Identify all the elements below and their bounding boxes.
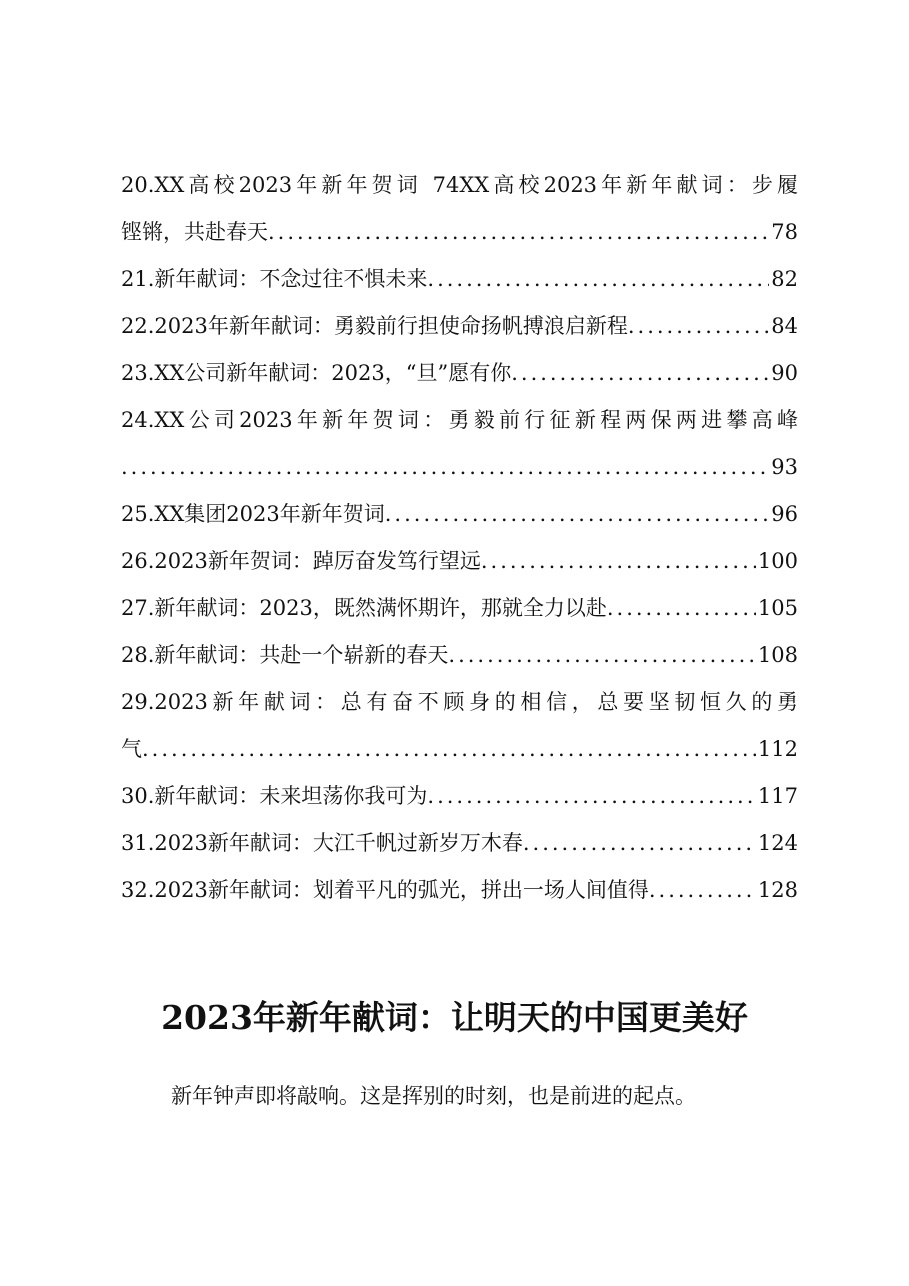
toc-title: 2023新年献词：总有奋不顾身的相信，总要坚韧恒久的勇 bbox=[154, 690, 798, 714]
dot-leader bbox=[121, 444, 769, 491]
toc-number: 22. bbox=[121, 314, 155, 338]
toc-number: 32. bbox=[121, 878, 155, 902]
toc-title: XX集团2023年新年贺词 bbox=[154, 502, 385, 526]
dot-leader bbox=[523, 820, 756, 867]
toc-entry-26[interactable] bbox=[121, 538, 798, 585]
dot-leader bbox=[142, 726, 756, 773]
dot-leader bbox=[481, 538, 756, 585]
toc-number: 27. bbox=[121, 596, 155, 620]
toc-number: 28. bbox=[121, 643, 155, 667]
toc-title: 新年献词：共赴一个崭新的春天 bbox=[154, 643, 449, 667]
toc-page-number: 108 bbox=[757, 643, 798, 667]
toc-entry-23[interactable] bbox=[121, 350, 798, 397]
toc-title: 2023新年献词：大江千帆过新岁万木春 bbox=[154, 831, 523, 855]
toc-number: 30. bbox=[121, 784, 155, 808]
table-of-contents bbox=[121, 162, 798, 914]
toc-number: 24. bbox=[121, 408, 155, 432]
toc-page-number: 93 bbox=[771, 455, 798, 479]
toc-page-number: 128 bbox=[757, 878, 798, 902]
toc-page-number: 78 bbox=[771, 220, 798, 244]
toc-entry-32[interactable] bbox=[121, 867, 798, 914]
toc-page-number: 124 bbox=[757, 831, 798, 855]
toc-number: 31. bbox=[121, 831, 155, 855]
toc-page-number: 84 bbox=[771, 314, 798, 338]
toc-title: 2023新年贺词：踔厉奋发笃行望远 bbox=[154, 549, 481, 573]
toc-number: 29. bbox=[121, 690, 155, 714]
toc-number: 21. bbox=[121, 267, 155, 291]
dot-leader bbox=[649, 867, 756, 914]
dot-leader bbox=[511, 350, 769, 397]
article-paragraph: 新年钟声即将敲响。这是挥别的时刻，也是前进的起点。 bbox=[171, 1084, 696, 1108]
toc-entry-25[interactable] bbox=[121, 491, 798, 538]
toc-entry-24-cont[interactable] bbox=[121, 444, 798, 491]
dot-leader bbox=[628, 303, 769, 350]
toc-page-number: 105 bbox=[757, 596, 798, 620]
toc-page-number: 100 bbox=[757, 549, 798, 573]
article-heading: 2023年新年献词：让明天的中国更美好 bbox=[161, 998, 748, 1037]
toc-title: XX高校2023年新年贺词 74XX高校2023年新年献词：步履 bbox=[154, 173, 798, 197]
toc-entry-21[interactable] bbox=[121, 256, 798, 303]
toc-page-number: 90 bbox=[771, 361, 798, 385]
toc-entry-31[interactable] bbox=[121, 820, 798, 867]
toc-title: 新年献词：不念过往不惧未来 bbox=[154, 267, 428, 291]
dot-leader bbox=[268, 209, 769, 256]
dot-leader bbox=[607, 585, 756, 632]
toc-title-cont: 气 bbox=[121, 737, 142, 761]
toc-entry-30[interactable] bbox=[121, 773, 798, 820]
toc-title-cont: 铿锵，共赴春天 bbox=[121, 220, 268, 244]
toc-title: XX公司2023年新年贺词：勇毅前行征新程两保两进攀高峰 bbox=[154, 408, 798, 432]
dot-leader bbox=[427, 256, 769, 303]
toc-page-number: 96 bbox=[771, 502, 798, 526]
toc-page-number: 82 bbox=[771, 267, 798, 291]
toc-number: 20. bbox=[121, 173, 155, 197]
toc-entry-27[interactable] bbox=[121, 585, 798, 632]
dot-leader bbox=[448, 632, 756, 679]
toc-page-number: 117 bbox=[757, 784, 798, 808]
toc-entry-29-cont[interactable] bbox=[121, 726, 798, 773]
toc-title: 2023新年献词：划着平凡的弧光，拼出一场人间值得 bbox=[154, 878, 649, 902]
toc-entry-22[interactable] bbox=[121, 303, 798, 350]
toc-title: XX公司新年献词：2023，“旦”愿有你 bbox=[154, 361, 512, 385]
toc-entry-20-cont[interactable] bbox=[121, 209, 798, 256]
toc-number: 25. bbox=[121, 502, 155, 526]
toc-title: 2023年新年献词：勇毅前行担使命扬帆搏浪启新程 bbox=[154, 314, 628, 338]
toc-title: 新年献词：2023，既然满怀期许，那就全力以赴 bbox=[154, 596, 607, 620]
toc-entry-29[interactable] bbox=[121, 679, 798, 726]
toc-number: 26. bbox=[121, 549, 155, 573]
toc-entry-28[interactable] bbox=[121, 632, 798, 679]
dot-leader bbox=[427, 773, 756, 820]
toc-title: 新年献词：未来坦荡你我可为 bbox=[154, 784, 428, 808]
toc-number: 23. bbox=[121, 361, 155, 385]
toc-entry-24[interactable] bbox=[121, 397, 798, 444]
toc-entry-20[interactable] bbox=[121, 162, 798, 209]
toc-page-number: 112 bbox=[757, 737, 798, 761]
dot-leader bbox=[385, 491, 770, 538]
